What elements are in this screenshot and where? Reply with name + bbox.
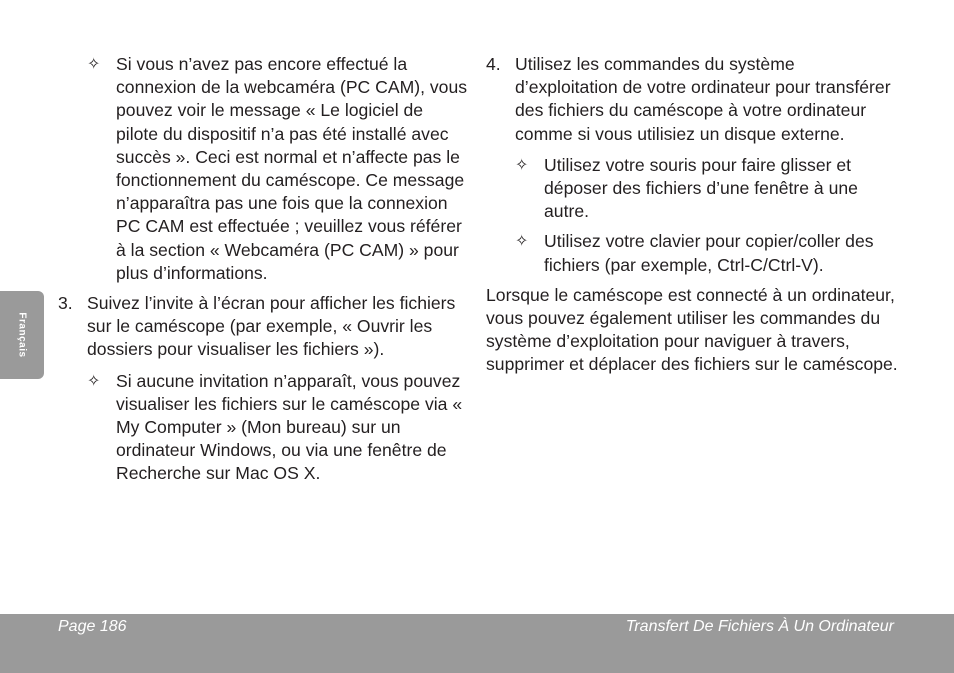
bullet-text: Si aucune invitation n’apparaît, vous pouvez visualiser les fichiers sur le caméscope via « My Computer » (Mon bureau) sur un ordinateur Windows, ou via une fenêtre de Recherche sur Mac OS X. (116, 370, 463, 484)
bullet-text: Si vous n’avez pas encore effectué la connexion de la webcaméra (PC CAM), vous pouvez voir le message « Le logiciel de pilote du dispositif n’a pas été installé avec succès ». Ceci est normal et n’affecte pas le fonctionnement du caméscope. Ce message n’apparaîtra pas une fois que la connexion PC CAM est effectuée ; veuillez vous référer à la section « Webcaméra (PC CAM) » pour plus d’informations. (116, 54, 468, 283)
page-number: Page 186 (58, 618, 127, 635)
bullet-text: Utilisez votre souris pour faire glisser et déposer des fichiers d’une fenêtre à une autre. (544, 154, 858, 222)
list-number: 3. (58, 293, 73, 314)
language-tab-label: Français (16, 312, 28, 358)
diamond-bullet-icon: ✧ (87, 56, 101, 73)
section-title: Transfert De Fichiers À Un Ordinateur (625, 618, 894, 635)
bullet-item-driver-message (58, 53, 470, 285)
list-item-3 (58, 292, 470, 362)
bullet-item-no-prompt (58, 370, 470, 486)
summary-paragraph: Lorsque le caméscope est connecté à un ordinateur, vous pouvez également utiliser les commandes du système d’exploitation pour naviguer à travers, supprimer et déplacer des fichiers sur le caméscope. (486, 284, 898, 375)
language-tab (0, 291, 44, 379)
bullet-item-drag-drop (486, 154, 898, 224)
right-column (486, 53, 898, 377)
left-column (58, 53, 470, 493)
list-item-text: Suivez l’invite à l’écran pour afficher les fichiers sur le caméscope (par exemple, « Ouvrir les dossiers pour visualiser les fichiers »). (87, 293, 456, 360)
list-item-4 (486, 53, 898, 146)
list-number: 4. (486, 54, 501, 74)
diamond-bullet-icon: ✧ (87, 372, 101, 390)
list-item-text: Utilisez les commandes du système d’exploitation de votre ordinateur pour transférer des fichiers du caméscope à votre ordinateur comme si vous utilisiez un disque externe. (515, 54, 891, 144)
bullet-item-copy-paste (486, 230, 898, 276)
diamond-bullet-icon: ✧ (515, 156, 529, 174)
page-footer (0, 614, 954, 673)
bullet-text: Utilisez votre clavier pour copier/coller des fichiers (par exemple, Ctrl-C/Ctrl-V). (544, 231, 874, 275)
diamond-bullet-icon: ✧ (515, 233, 529, 251)
